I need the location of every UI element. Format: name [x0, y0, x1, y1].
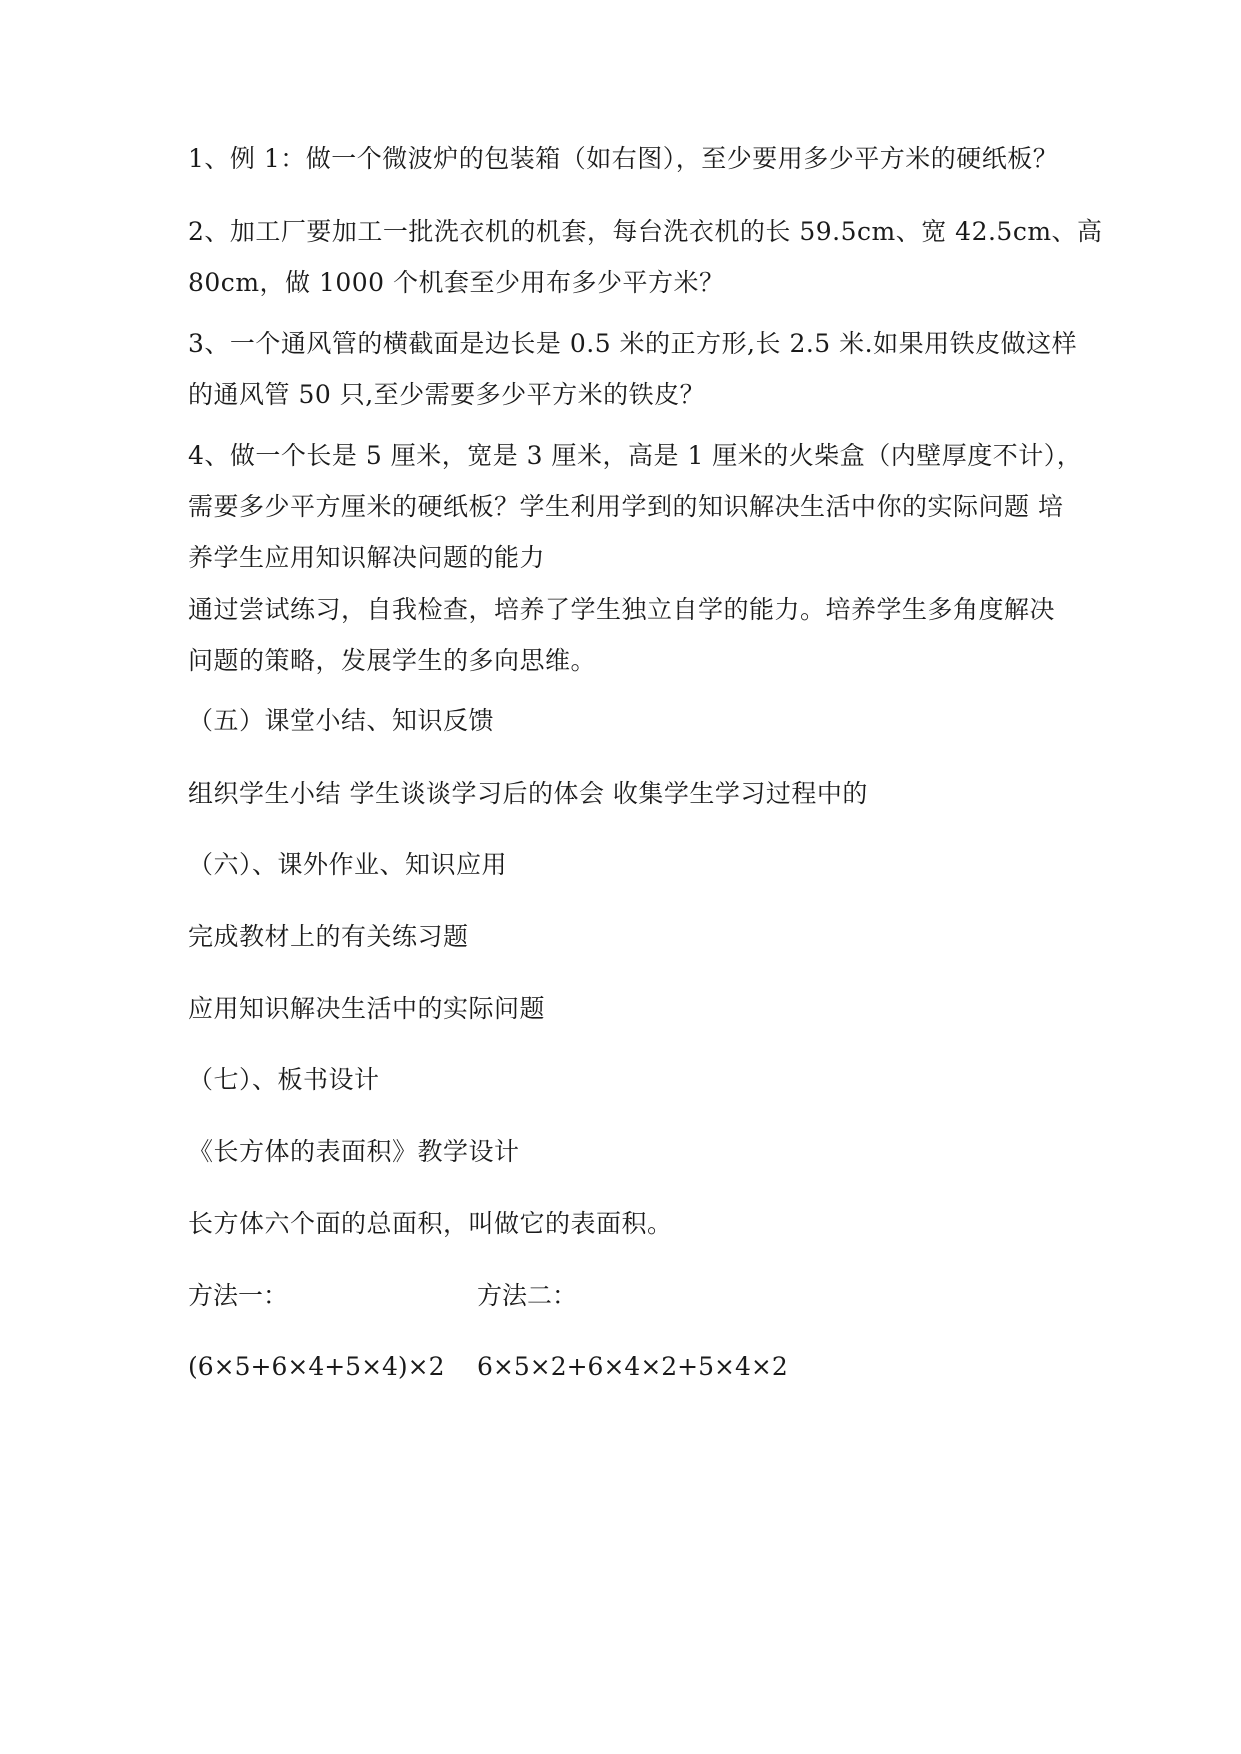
method-1-formula: (6×5+6×4+5×4)×2: [188, 1352, 445, 1381]
homework-paragraph: [188, 911, 469, 962]
homework-text: 完成教材上的有关练习题: [188, 922, 469, 951]
question-3-line-2: 的通风管 50 只,至少需要多少平方米的铁皮？: [188, 380, 706, 409]
method-2-formula: 6×5×2+6×4×2+5×4×2: [477, 1352, 788, 1381]
section-6-heading: [188, 839, 507, 890]
section-7-heading: [188, 1054, 380, 1105]
section-7-text: （七）、板书设计: [188, 1065, 380, 1094]
practice-line-1: 通过尝试练习，自我检查，培养了学生独立自学的能力。培养学生多角度解决: [188, 595, 1056, 624]
summary-paragraph: [188, 768, 868, 819]
section-6-text: （六）、课外作业、知识应用: [188, 850, 508, 879]
section-5-text: （五）课堂小结、知识反馈: [188, 706, 495, 735]
question-4: [188, 430, 1082, 583]
method-labels-row: [188, 1270, 578, 1321]
question-2-line-2: 80cm，做 1000 个机套至少用布多少平方米？: [188, 268, 725, 297]
question-1-line: 1、例 1：做一个微波炉的包装箱（如右图），至少要用多少平方米的硬纸板？: [188, 144, 1059, 173]
question-3: [188, 318, 1077, 420]
board-title-text: 《长方体的表面积》教学设计: [188, 1137, 520, 1166]
question-2-line-1: 2、加工厂要加工一批洗衣机的机套，每台洗衣机的长 59.5cm、宽 42.5cm、高: [188, 217, 1103, 246]
practice-line-2: 问题的策略，发展学生的多向思维。: [188, 646, 597, 675]
apply-text: 应用知识解决生活中的实际问题: [188, 994, 546, 1023]
definition-paragraph: [188, 1198, 673, 1249]
method-1-label: 方法一：: [188, 1281, 289, 1310]
apply-paragraph: [188, 983, 545, 1034]
method-formulas-row: [188, 1341, 788, 1392]
question-1: [188, 133, 1058, 184]
summary-text: 组织学生小结 学生谈谈学习后的体会 收集学生学习过程中的: [188, 779, 868, 808]
practice-paragraph: [188, 584, 1055, 686]
method-2-label: 方法二：: [477, 1281, 578, 1310]
question-4-line-1: 4、做一个长是 5 厘米，宽是 3 厘米，高是 1 厘米的火柴盒（内壁厚度不计），: [188, 441, 1083, 470]
question-4-line-2: 需要多少平方厘米的硬纸板？学生利用学到的知识解决生活中你的实际问题 培: [188, 492, 1064, 521]
question-3-line-1: 3、一个通风管的横截面是边长是 0.5 米的正方形,长 2.5 米.如果用铁皮做这样: [188, 329, 1078, 358]
definition-text: 长方体六个面的总面积，叫做它的表面积。: [188, 1209, 673, 1238]
board-title: [188, 1126, 520, 1177]
question-4-line-3: 养学生应用知识解决问题的能力: [188, 543, 546, 572]
section-5-heading: [188, 695, 494, 746]
question-2: [188, 206, 1103, 308]
